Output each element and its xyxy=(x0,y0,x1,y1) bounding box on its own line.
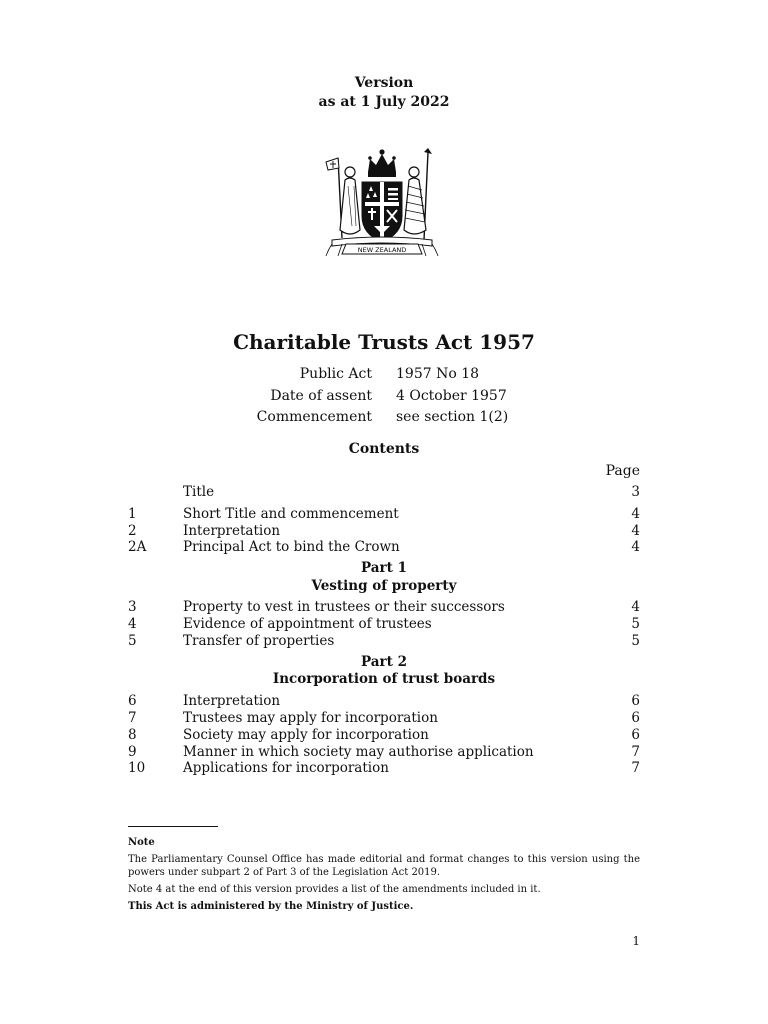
note-label: Note xyxy=(128,837,155,848)
meta-row-date-of-assent xyxy=(0,388,768,410)
part-1-label: Part 1 xyxy=(361,560,407,576)
toc-page: 4 xyxy=(631,523,640,539)
meta-value: see section 1(2) xyxy=(396,409,509,425)
nz-coat-of-arms-icon xyxy=(318,146,446,258)
note-text-editorial: The Parliamentary Counsel Office has made editorial and format changes to this version using the powers under subpart 2 of Part 3 of the Legislation Act 2019. xyxy=(128,854,640,878)
meta-row-commencement xyxy=(0,409,768,431)
toc-entry-title[interactable] xyxy=(128,484,640,501)
toc-number: 10 xyxy=(128,760,146,776)
toc-page: 6 xyxy=(631,710,640,726)
meta-value: 1957 No 18 xyxy=(396,366,480,382)
part-2-label: Part 2 xyxy=(361,654,407,670)
toc-title: Short Title and commencement xyxy=(183,506,399,522)
toc-entry[interactable] xyxy=(128,760,640,777)
meta-label: Commencement xyxy=(256,409,372,425)
toc-entry[interactable] xyxy=(128,616,640,633)
toc-page: 5 xyxy=(631,633,640,649)
toc-page: 6 xyxy=(631,727,640,743)
toc-number: 7 xyxy=(128,710,137,726)
toc-entry[interactable] xyxy=(128,727,640,744)
crest-banner-text: NEW ZEALAND xyxy=(357,246,407,254)
toc-entry[interactable] xyxy=(128,523,640,540)
toc-entry[interactable] xyxy=(128,744,640,761)
toc-page: 5 xyxy=(631,616,640,632)
toc-title: Society may apply for incorporation xyxy=(183,727,429,743)
part-1-heading: Vesting of property xyxy=(311,578,457,594)
toc-title: Principal Act to bind the Crown xyxy=(183,539,400,555)
note-text-amendments: Note 4 at the end of this version provides a list of the amendments included in it. xyxy=(128,884,541,895)
toc-page: 7 xyxy=(631,760,640,776)
toc-entry[interactable] xyxy=(128,633,640,650)
page-number: 1 xyxy=(632,934,640,948)
version-label: Version xyxy=(354,75,414,91)
toc-title: Trustees may apply for incorporation xyxy=(183,710,438,726)
part-2-heading: Incorporation of trust boards xyxy=(272,671,496,687)
meta-label: Public Act xyxy=(299,366,372,382)
toc-title: Title xyxy=(183,484,215,500)
note-divider xyxy=(128,826,218,827)
note-block xyxy=(128,836,640,913)
contents-heading: Contents xyxy=(348,441,420,457)
toc-page: 4 xyxy=(631,506,640,522)
meta-row-public-act xyxy=(0,366,768,388)
toc-title: Interpretation xyxy=(183,693,281,709)
toc-page: 4 xyxy=(631,599,640,615)
toc-entry[interactable] xyxy=(128,539,640,556)
toc-title: Manner in which society may authorise application xyxy=(183,744,534,760)
version-date: as at 1 July 2022 xyxy=(318,94,450,110)
meta-value: 4 October 1957 xyxy=(396,387,507,404)
toc-title: Interpretation xyxy=(183,523,281,539)
toc-title: Property to vest in trustees or their successors xyxy=(183,599,505,615)
toc-number: 2 xyxy=(128,523,137,539)
toc-page: 4 xyxy=(631,539,640,555)
act-title: Charitable Trusts Act 1957 xyxy=(233,330,535,354)
toc-title: Evidence of appointment of trustees xyxy=(183,616,432,632)
note-administered-by: This Act is administered by the Ministry of Justice. xyxy=(128,901,414,912)
toc-entry[interactable] xyxy=(128,693,640,710)
toc-number: 8 xyxy=(128,727,137,743)
version-header xyxy=(0,74,768,112)
toc-number: 4 xyxy=(128,616,137,632)
page-column-label: Page xyxy=(605,463,640,479)
toc-number: 5 xyxy=(128,633,137,649)
toc-page: 6 xyxy=(631,693,640,709)
toc-title: Applications for incorporation xyxy=(183,760,389,776)
toc-number: 1 xyxy=(128,506,137,522)
toc-page: 7 xyxy=(631,744,640,760)
toc-entry[interactable] xyxy=(128,506,640,523)
toc-page: 3 xyxy=(631,484,640,500)
toc-number: 6 xyxy=(128,693,137,709)
toc-entry[interactable] xyxy=(128,599,640,616)
act-metadata xyxy=(0,366,768,431)
toc-entry[interactable] xyxy=(128,710,640,727)
toc-number: 9 xyxy=(128,744,137,760)
toc-number: 3 xyxy=(128,599,137,615)
meta-label: Date of assent xyxy=(270,387,372,404)
toc-title: Transfer of properties xyxy=(183,633,335,649)
toc-number: 2A xyxy=(128,539,147,555)
